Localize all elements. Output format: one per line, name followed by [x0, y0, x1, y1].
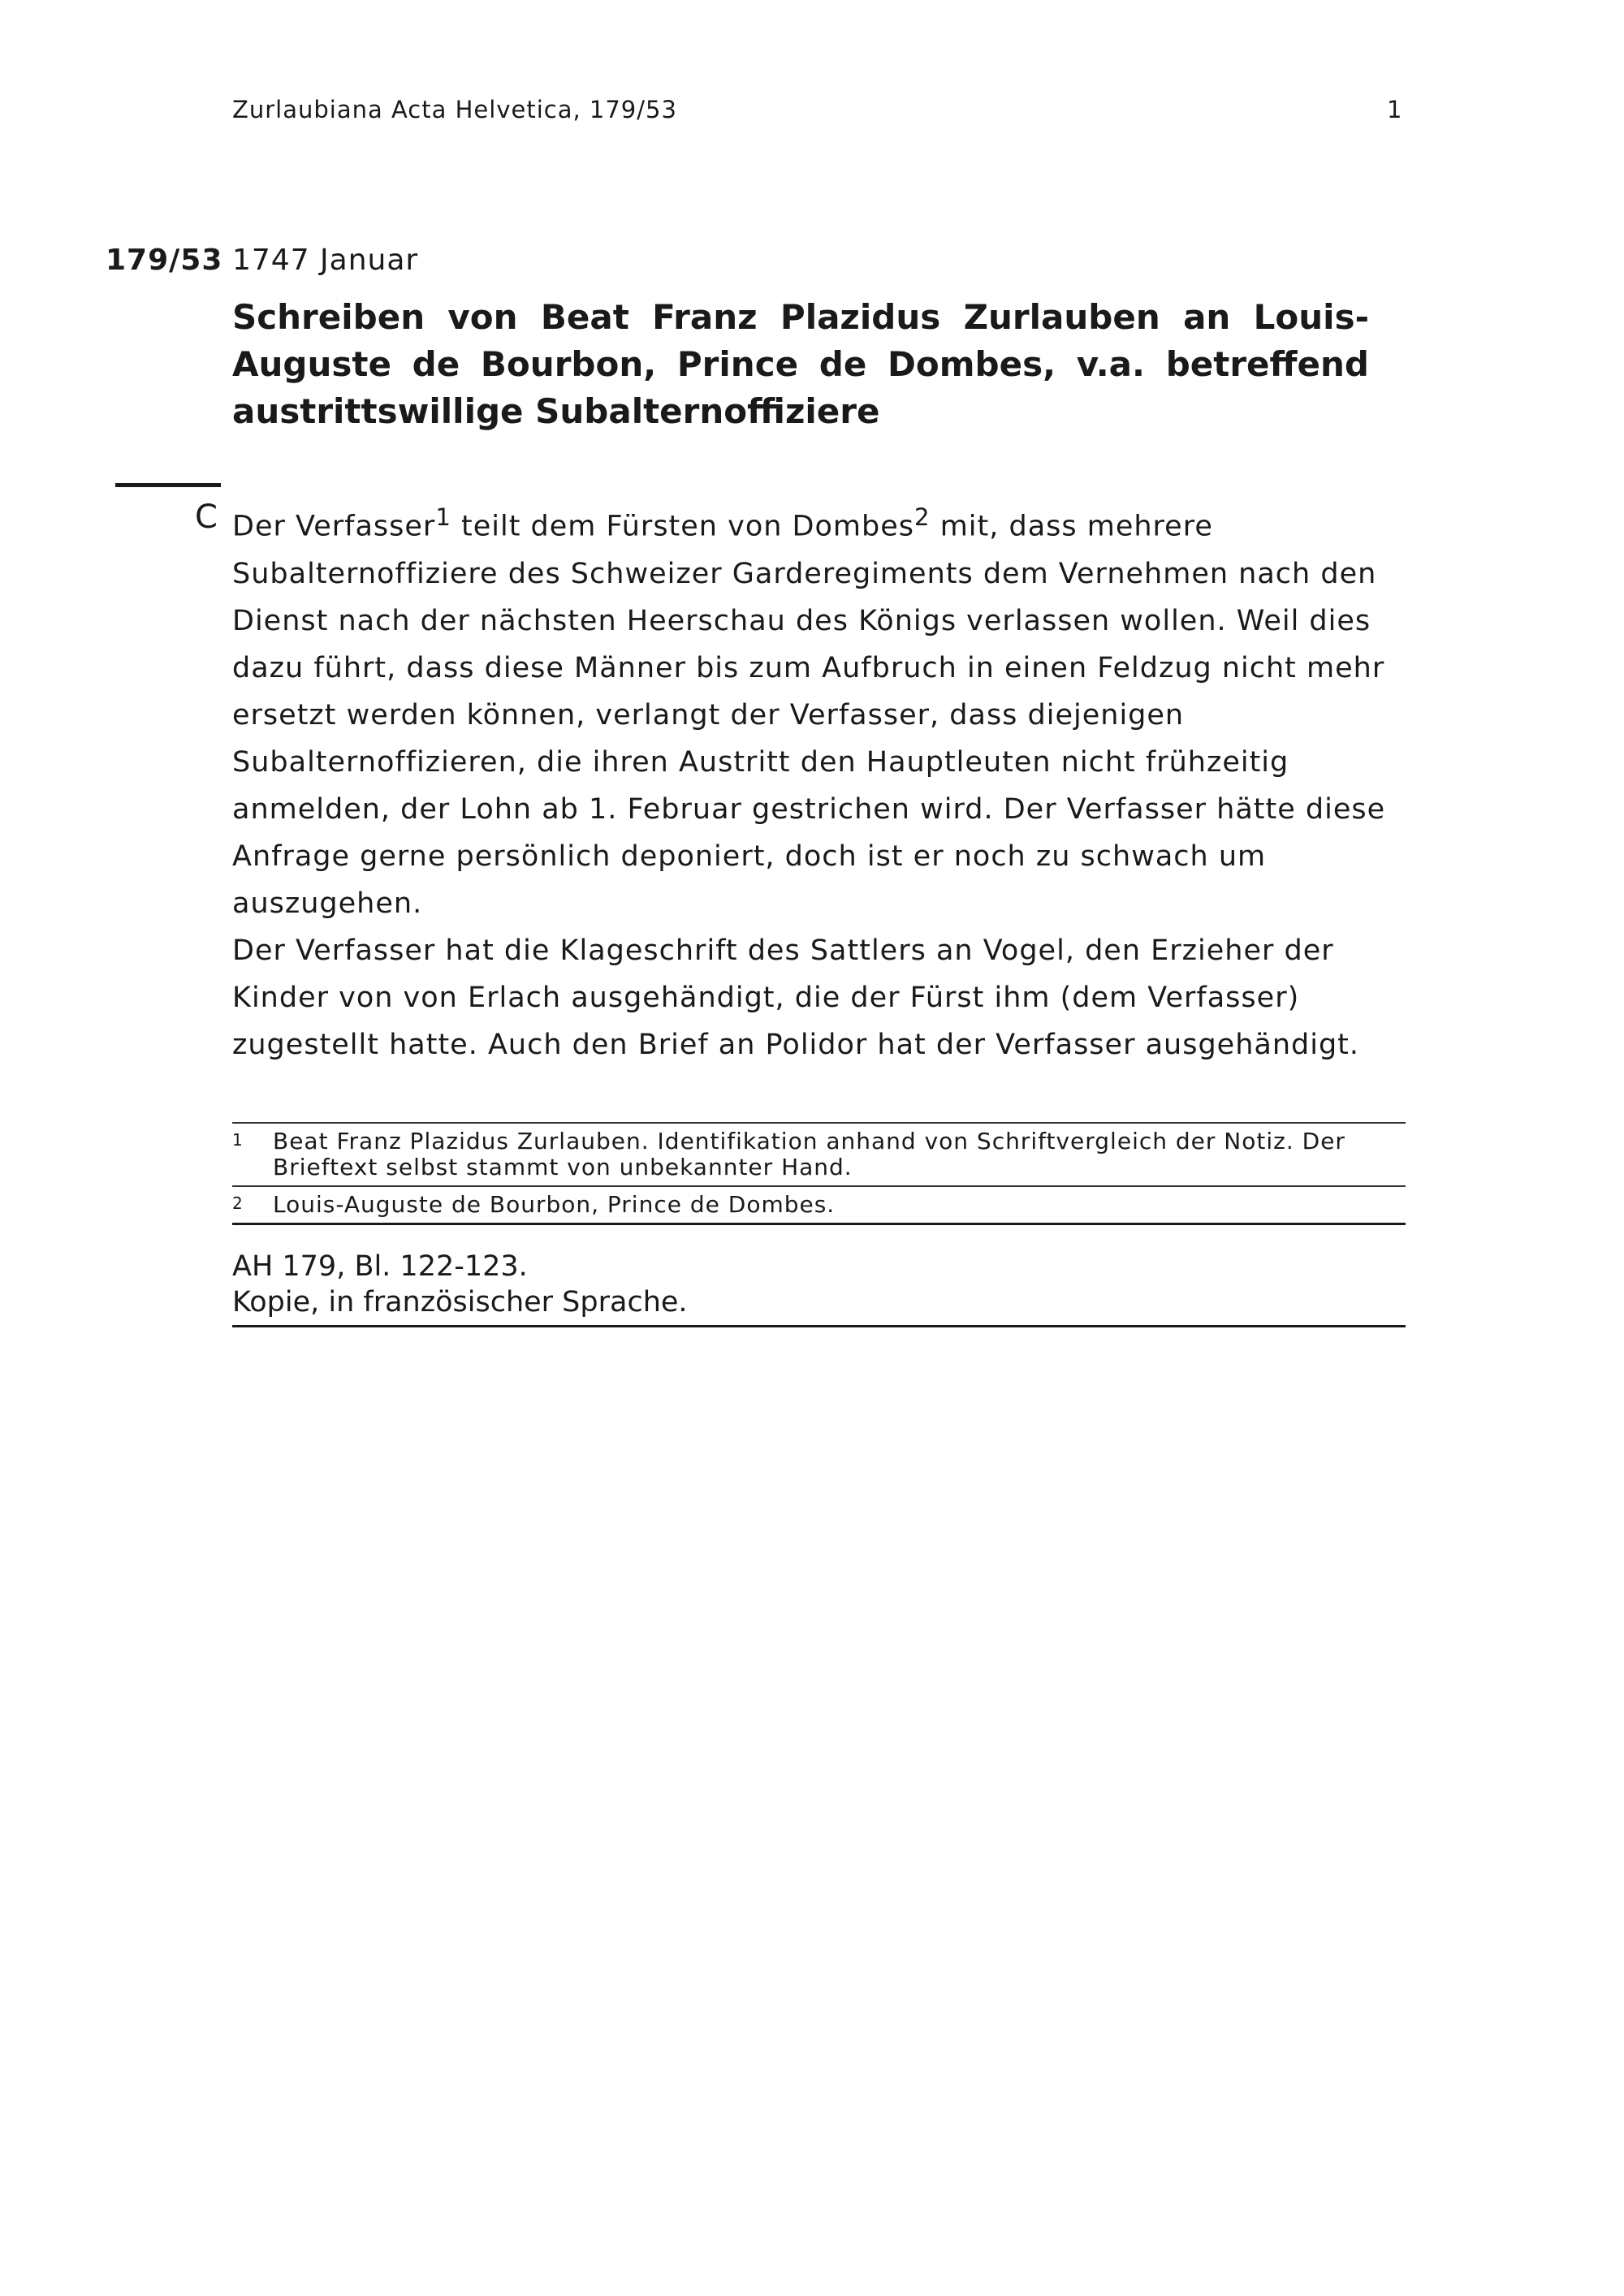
regest-body	[232, 494, 1402, 1068]
footnote-text: Beat Franz Plazidus Zurlauben. Identifikation anhand von Schriftvergleich der Notiz. Der Brieftext selbst stammt von unbekannter Hand.	[273, 1128, 1345, 1180]
margin-mark: C	[195, 498, 218, 536]
document-title: Schreiben von Beat Franz Plazidus Zurlauben an Louis-Auguste de Bourbon, Prince de Dombes, v.a. betreffend austrittswillige Subalternoffiziere	[232, 297, 1369, 431]
footnote-number: 2	[232, 1193, 244, 1213]
source-description: Kopie, in französischer Sprache.	[232, 1286, 688, 1318]
regest-paragraph-2: Der Verfasser hat die Klageschrift des Sattlers an Vogel, den Erzieher der Kinder von von Erlach ausgehändigt, die der Fürst ihm (dem Verfasser) zugestellt hatte. Auch den Brief an Polidor hat der Verfasser ausgehändigt.	[232, 934, 1360, 1061]
regest-paragraph-1	[232, 494, 1402, 927]
page-number: 1	[1387, 96, 1402, 123]
footnote-number: 1	[232, 1130, 244, 1150]
regest-text-1a: Der Verfasser	[232, 510, 436, 543]
source-signature: AH 179, Bl. 122-123.	[232, 1250, 528, 1283]
footnote-ref-2: 2	[914, 503, 931, 531]
document-number: 179/53	[106, 244, 223, 277]
regest-text-1c: mit, dass mehrere Subalternoffiziere des Schweizer Garderegiments dem Vernehmen nach den Dienst nach der nächsten Heerschau des Königs verlassen wollen. Weil dies dazu führt, dass diese Männer bis zum Aufbruch in einen Feldzug nicht mehr ersetzt werden können, verlangt der Verfasser, dass diejenigen Subalternoffizieren, die ihren Austritt den Hauptleuten nicht frühzeitig anmelden, der Lohn ab 1. Februar gestrichen wird. Der Verfasser hätte diese Anfrage gerne persönlich deponiert, doch ist er noch zu schwach um auszugehen.	[232, 510, 1386, 920]
margin-rule	[115, 483, 221, 487]
source-note	[232, 1249, 1406, 1327]
document-date: 1747 Januar	[232, 244, 419, 277]
running-head: Zurlaubiana Acta Helvetica, 179/53	[232, 96, 677, 123]
footnote-ref-1: 1	[435, 503, 451, 531]
footnotes	[232, 1122, 1406, 1225]
footnote-2	[232, 1185, 1406, 1223]
footnote-1	[232, 1124, 1406, 1185]
footnote-text: Louis-Auguste de Bourbon, Prince de Dombes.	[273, 1191, 836, 1218]
regest-text-1b: teilt dem Fürsten von Dombes	[451, 510, 914, 543]
